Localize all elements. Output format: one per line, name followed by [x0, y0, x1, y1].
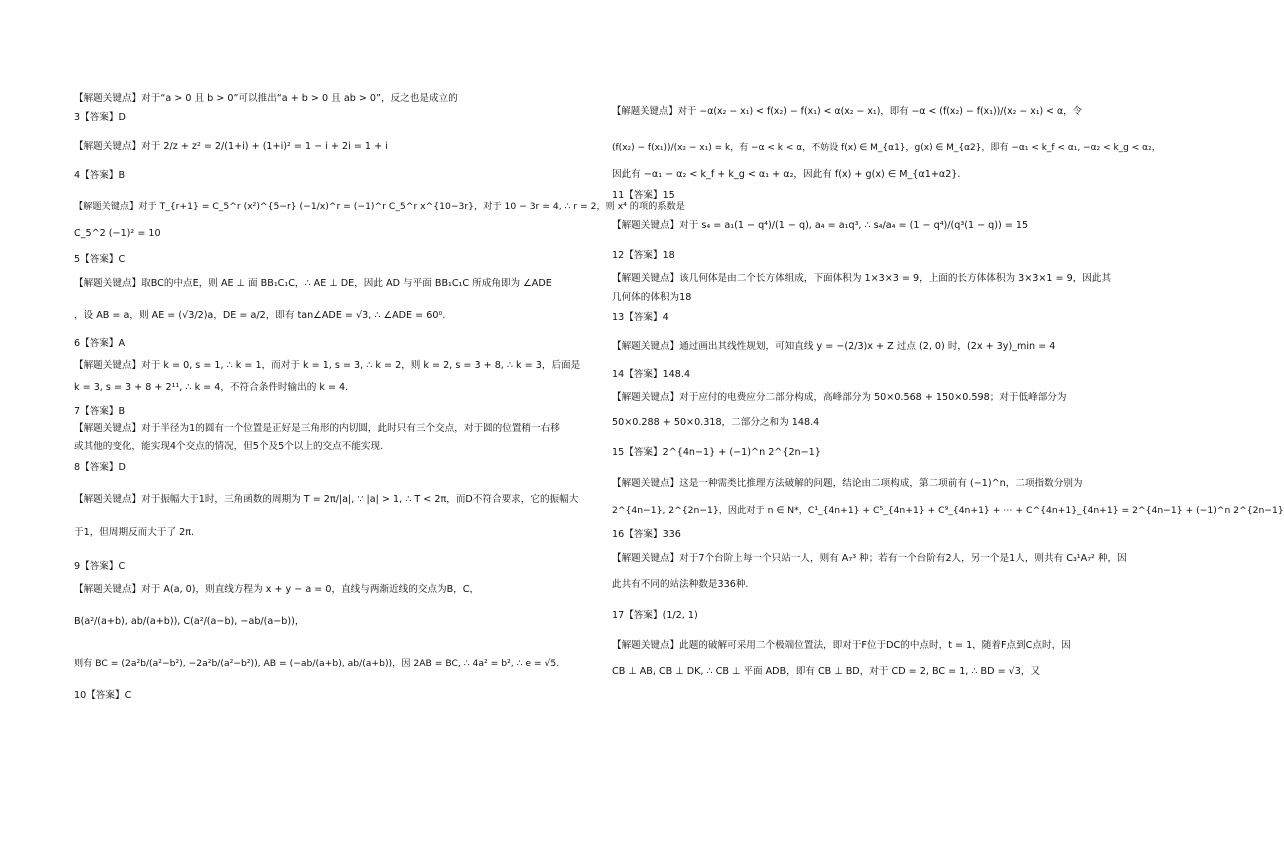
line-text: (f(x₂) − f(x₁))/(x₂ − x₁) = k，有 −α < k < α，不妨设 f(x) ∈ M_{α1}，g(x) ∈ M_{α2}，即有 −α₁ < k_f < α₁, −α₂ < k_g < α₂， — [612, 143, 1161, 153]
answer-line — [612, 368, 1128, 382]
line-text: 【解题关键点】对于7个台阶上每一个只站一人，则有 A₇³ 种；若有一个台阶有2人，另一个是1人，则共有 C₃¹A₇² 种，因此共有不同的站法种数是336种. — [612, 553, 1127, 591]
answer-line — [74, 253, 591, 267]
line-text: 【解题关键点】对于 T_{r+1} = C_5^r (x²)^{5−r} (−1/x)^r = (−1)^r C_5^r x^{10−3r}，对于 10 − 3r = 4, ∴ r = 2，则 x⁴ 的项的系数是 — [74, 200, 685, 212]
solution-line — [74, 440, 591, 454]
answer-line — [612, 249, 1128, 263]
solution-line — [74, 478, 591, 522]
answer-text: 14【答案】148.4 — [612, 368, 691, 380]
line-text: CB ⊥ AB, CB ⊥ DK, ∴ CB ⊥ 平面 ADB，即有 CB ⊥ BD，对于 CD = 2, BC = 1, ∴ BD = √3，又 — [612, 666, 1041, 678]
answer-line — [74, 111, 591, 125]
answer-line — [74, 337, 591, 351]
answer-line — [612, 528, 1128, 542]
answer-line — [612, 189, 1128, 203]
solution-line — [612, 471, 1128, 497]
line-text: 或其他的变化，能实现4个交点的情况，但5个及5个以上的交点不能实现. — [74, 441, 384, 453]
solution-line — [74, 270, 591, 298]
answer-line — [74, 461, 591, 475]
solution-line — [612, 206, 1128, 246]
solution-line — [74, 522, 591, 544]
answer-text: 4【答案】B — [74, 170, 126, 182]
line-text: 于1，但周期反而大于了 2π. — [74, 527, 195, 539]
solution-line — [74, 642, 591, 686]
answer-text: 9【答案】C — [74, 561, 126, 573]
solution-line — [612, 132, 1161, 164]
solution-line — [612, 546, 1128, 598]
answer-line — [74, 689, 591, 703]
line-text: 【解题关键点】对于 2/z + z² = 2/(1+i) + (1+i)² = 1 − i + 2i = 1 + i — [74, 141, 388, 153]
line-text: 【解题关键点】对于 −α(x₂ − x₁) < f(x₂) − f(x₁) < α(x₂ − x₁)，即有 −α < (f(x₂) − f(x₁))/(x₂ − x₁) < α，令 — [612, 106, 1082, 117]
solution-line — [612, 497, 1284, 525]
answer-line — [74, 169, 591, 183]
solution-line — [74, 578, 591, 602]
solution-line — [612, 164, 1128, 186]
answer-text: 5【答案】C — [74, 253, 126, 265]
solution-line — [74, 92, 591, 108]
line-text: 【解题关键点】这是一种需类比推理方法破解的问题，结论由二项构成，第二项前有 (−1)^n，二项指数分别为 — [612, 477, 1083, 489]
answer-line — [612, 601, 1128, 631]
solution-line — [612, 385, 1128, 411]
answer-text: 8【答案】D — [74, 461, 126, 473]
solution-line — [612, 329, 1128, 365]
line-text: 【解题关键点】取BC的中点E，则 AE ⊥ 面 BB₁C₁C，∴ AE ⊥ DE，因此 AD 与平面 BB₁C₁C 所成角即为 ∠ADE — [74, 278, 552, 290]
answer-text: 15【答案】2^{4n−1} + (−1)^n 2^{2n−1} — [612, 446, 821, 458]
solution-line — [74, 355, 591, 377]
solution-line — [74, 227, 591, 245]
solution-line — [74, 422, 591, 436]
line-text: 【解题关键点】该几何体是由二个长方体组成，下面体积为 1×3×3 = 9，上面的长方体体积为 3×3×1 = 9，因此其 — [612, 272, 1112, 284]
line-text: 【解题关键点】通过画出其线性规划，可知直线 y = −(2/3)x + Z 过点 (2, 0) 时，(2x + 3y)_min = 4 — [612, 340, 1056, 352]
answer-text: 16【答案】336 — [612, 528, 681, 540]
line-text: 【解题关键点】对于应付的电费应分二部分构成，高峰部分为 50×0.568 + 150×0.598；对于低峰部分为 — [612, 391, 1067, 403]
line-text: k = 3, s = 3 + 8 + 2¹¹, ∴ k = 4，不符合条件时输出的 k = 4. — [74, 381, 349, 393]
answer-line — [74, 560, 591, 574]
line-text: 则有 BC = (2a²b/(a²−b²), −2a²b/(a²−b²)), AB = (−ab/(a+b), ab/(a+b))，因 2AB = BC, ∴ 4a² = b², ∴ e = √5. — [74, 657, 560, 669]
answer-text: 7【答案】B — [74, 405, 126, 417]
line-text: 2^{4n−1}, 2^{2n−1}，因此对于 n ∈ N*，C¹_{4n+1} + C⁵_{4n+1} + C⁹_{4n+1} + ⋯ + C^{4n+1}_{4n+1} = 2^{4n−1} + (−1)^n 2^{2n−1} — [612, 504, 1284, 516]
solution-line — [74, 128, 591, 166]
right-column — [612, 92, 1284, 686]
line-text: 【解题关键点】对于 A(a, 0)，则直线方程为 x + y − a = 0，直线与两渐近线的交点为B，C， — [74, 583, 480, 595]
answer-text: 3【答案】D — [74, 112, 126, 123]
answer-text: 17【答案】(1/2, 1) — [612, 610, 698, 622]
line-text: 【解题关键点】对于 k = 0, s = 1, ∴ k = 1，而对于 k = 1, s = 3, ∴ k = 2，则 k = 2, s = 3 + 8, ∴ k = 3，后面是 — [74, 359, 581, 371]
answer-text: 10【答案】C — [74, 689, 132, 701]
line-text: 【解题关键点】对于半径为1的圆有一个位置是正好是三角形的内切圆，此时只有三个交点，对于圆的位置稍一右移 — [74, 422, 560, 434]
solution-line — [612, 291, 1128, 305]
answer-line — [612, 311, 1128, 325]
answer-line — [74, 405, 591, 419]
solution-line — [612, 92, 1128, 132]
line-text: 因此有 −α₁ − α₂ < k_f + k_g < α₁ + α₂，因此有 f(x) + g(x) ∈ M_{α1+α2}. — [612, 169, 961, 180]
answer-line — [612, 438, 1128, 468]
solution-line — [612, 658, 1128, 686]
line-text: ，设 AB = a，则 AE = (√3/2)a，DE = a/2，即有 tan∠ADE = √3, ∴ ∠ADE = 60⁰. — [74, 310, 446, 322]
solution-line — [74, 602, 591, 642]
solution-line — [74, 377, 591, 399]
answer-text: 13【答案】4 — [612, 312, 669, 324]
solution-line — [612, 411, 1128, 435]
line-text: C_5^2 (−1)² = 10 — [74, 227, 161, 239]
solution-line — [612, 267, 1128, 291]
line-text: 【解题关键点】对于 s₄ = a₁(1 − q⁴)/(1 − q), a₄ = a₁q³, ∴ s₄/a₄ = (1 − q⁴)/(q³(1 − q)) = 15 — [612, 220, 1029, 232]
line-text: B(a²/(a+b), ab/(a+b)), C(a²/(a−b), −ab/(a−b))， — [74, 615, 305, 627]
line-text: 【解题关键点】对于“a > 0 且 b > 0”可以推出“a + b > 0 且 ab > 0”，反之也是成立的 — [74, 93, 458, 104]
solution-line — [612, 634, 1128, 658]
answer-text: 6【答案】A — [74, 338, 126, 350]
line-text: 【解题关键点】此题的破解可采用二个极端位置法，即对于F位于DC的中点时，t = 1，随着F点到C点时，因 — [612, 640, 1071, 652]
line-text: 50×0.288 + 50×0.318，二部分之和为 148.4 — [612, 416, 820, 428]
line-text: 几何体的体积为18 — [612, 291, 692, 303]
line-text: 【解题关键点】对于振幅大于1时，三角函数的周期为 T = 2π/|a|, ∵ |a| > 1, ∴ T < 2π，而D不符合要求，它的振幅大 — [74, 494, 579, 506]
answer-text: 11【答案】15 — [612, 190, 675, 201]
solution-line — [74, 298, 591, 334]
answer-text: 12【答案】18 — [612, 250, 675, 262]
